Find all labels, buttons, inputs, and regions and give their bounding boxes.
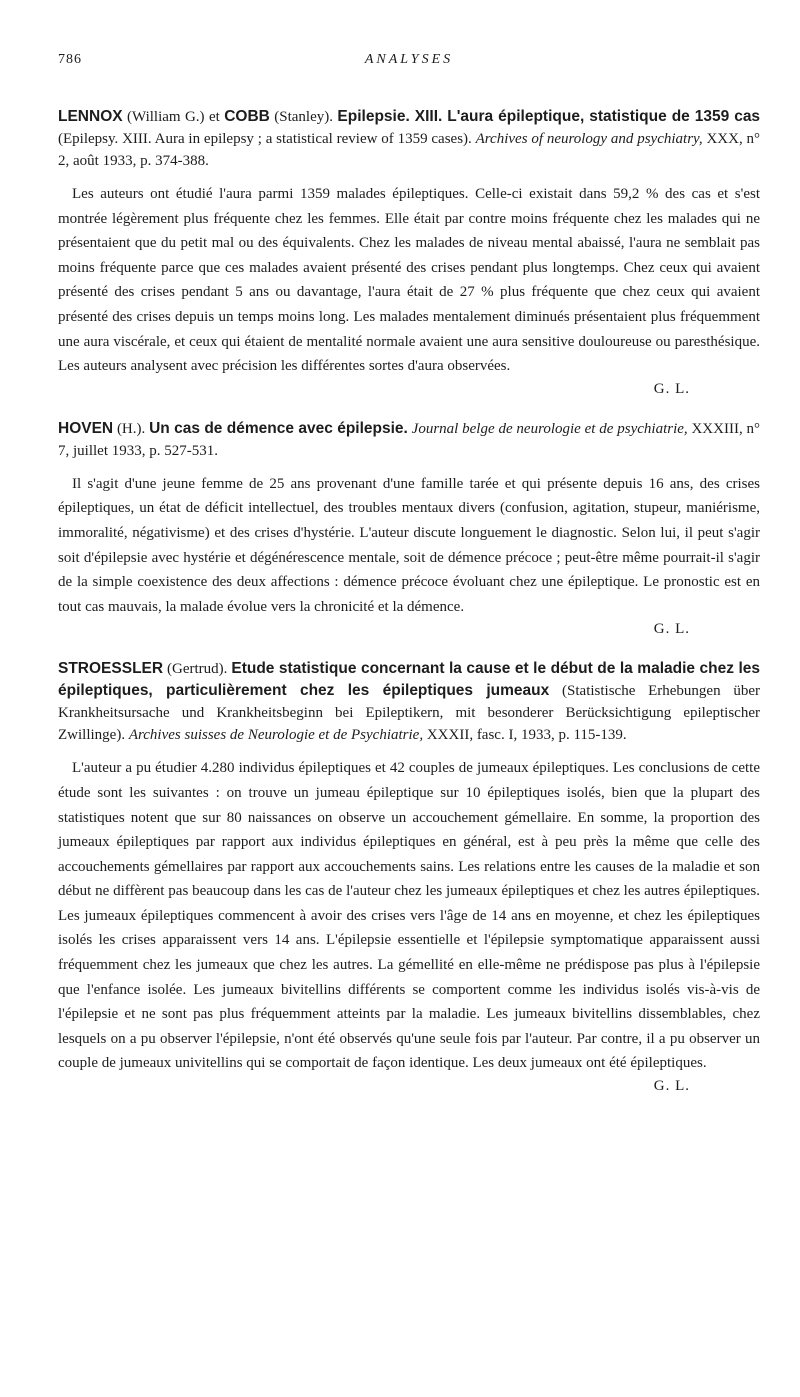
article-authors-detail: (Gertrud). [167,661,228,678]
article-signature: G. L. [653,380,690,397]
abstract-lennox-cobb [58,106,760,398]
article-authors: LENNOX [58,108,123,125]
abstract-hoven [58,418,760,639]
article-journal: Journal belge de neurologie et de psychiatrie, [411,420,688,437]
section-title: ANALYSES [364,52,454,67]
article-reference: (Epilepsy. XIII. Aura in epilepsy ; a statistical review of 1359 cases). [58,131,472,147]
article-body: L'auteur a pu étudier 4.280 individus épileptiques et 42 couples de jumeaux épileptiques. Les conclusions de cette étude sont les suivantes : on trouve un jumeau épileptique sur 10 épileptiques isolés, bien que la plupart des statistiques notent que sur 80 naissances on observe un accouchement gémellaire. En somme, la proportion des jumeaux épileptiques par rapport aux individus épileptiques en général, est à peu près la même que celle des accouchements gémellaires par rapport aux accouchements sains. Les relations entre les causes de la maladie et son début ne diffèrent pas beaucoup dans les cas de l'auteur chez les jumeaux épileptiques et chez les autres épileptiques. Les jumeaux épileptiques commencent à avoir des crises vers l'âge de 14 ans en moyenne, et chez les épileptiques isolés les crises apparaissent vers 14 ans. L'épilepsie essentielle et l'épilepsie symptomatique apparaissent aussi fréquemment chez les jumeaux que chez les autres. La gémellité en elle-même ne prédispose pas plus à l'épilepsie que l'enfance isolée. Les jumeaux bivitellins différents se comportent comme les individus isolés vis-à-vis de l'épilepsie et ne sont pas plus fréquemment atteints par la maladie. Les jumeaux bivitellins dissemblables, chez lesquels on a pu observer l'épilepsie, n'ont été observés qu'une seule fois par l'auteur. Par contre, il a pu observer un couple de jumeaux univitellins qui se comportait de façon identique. Les deux jumeaux ont été épileptiques. [58,760,760,1072]
abstract-stroessler [58,658,760,1095]
article-title: Epilepsie. XIII. L'aura épileptique, statistique de 1359 cas [337,108,761,125]
article-body: Il s'agit d'une jeune femme de 25 ans provenant d'une famille tarée et qui présente depuis 16 ans, des crises épileptiques, un état de déficit intellectuel, des troubles mentaux divers (confusion, agitation, stupeur, maniérisme, immoralité, négativisme) et des crises d'hystérie. L'auteur discute longuement le diagnostic. Selon lui, il peut s'agir soit d'épilepsie avec hystérie et dégénérescence mentale, soit de démence précoce ; peut-être même pourrait-il s'agir de la simple coexistence des deux affections : démence précoce évoluant chez une épileptique. Le pronostic est en tout cas mauvais, la malade évolue vers la chronicité et la démence. [58,475,760,615]
article-details: XXXIII, n° 7, juillet 1933, p. 527-531. [58,420,761,459]
article-heading [58,418,760,462]
article-details: XXXII, fasc. I, 1933, p. 115-139. [426,727,627,744]
article-authors-detail: (H.). [116,420,146,437]
article-details: XXX, n° 2, août 1933, p. 374-388. [58,131,761,169]
article-heading [58,658,760,746]
article-coauthor: COBB [224,108,270,125]
article-heading [58,106,760,172]
page-number: 786 [58,52,82,67]
article-journal: Archives of neurology and psychiatry, [475,131,703,147]
article-authors: HOVEN [58,419,114,437]
running-head [58,52,760,86]
article-reference: (Statistische Erhebungen über Krankheitsursache und Krankheitsbeginn bei Epileptikern, mit besonderer Berücksichtigung epileptischer Zwillinge). [58,683,761,744]
article-signature: G. L. [653,1078,690,1095]
article-authors-detail: (William G.) et [127,109,220,125]
article-journal: Archives suisses de Neurologie et de Psychiatrie, [128,727,424,744]
article-coauthor-detail: (Stanley). [274,109,333,125]
article-authors: STROESSLER [58,660,164,678]
article-title: Etude statistique concernant la cause et le début de la maladie chez les épileptiques, particulièrement chez les épileptiques jumeaux [58,660,761,700]
article-signature: G. L. [653,621,690,638]
article-title: Un cas de démence avec épilepsie. [149,419,408,437]
article-body: Les auteurs ont étudié l'aura parmi 1359 malades épileptiques. Celle-ci existait dans 59,2 % des cas et s'est montrée légèrement plus fréquente chez les femmes. Elle était par contre moins fréquente chez les malades qui ne présentaient que du petit mal ou des équivalents. Chez les malades de niveau mental abaissé, l'aura ne semblait pas moins fréquente parce que ces malades avaient présenté des crises pendant plus longtemps. Chez ceux qui avaient présenté des crises pendant 5 ans ou davantage, l'aura était de 27 % plus fréquente que chez ceux qui avaient présenté des crises depuis un temps moins long. Les malades mentalement diminués présentaient plus fréquemment une aura viscérale, et ceux qui étaient de mentalité normale avaient une aura sensitive douloureuse ou paresthésique. Les auteurs analysent avec précision les différentes sortes d'aura observées. [58,186,760,375]
